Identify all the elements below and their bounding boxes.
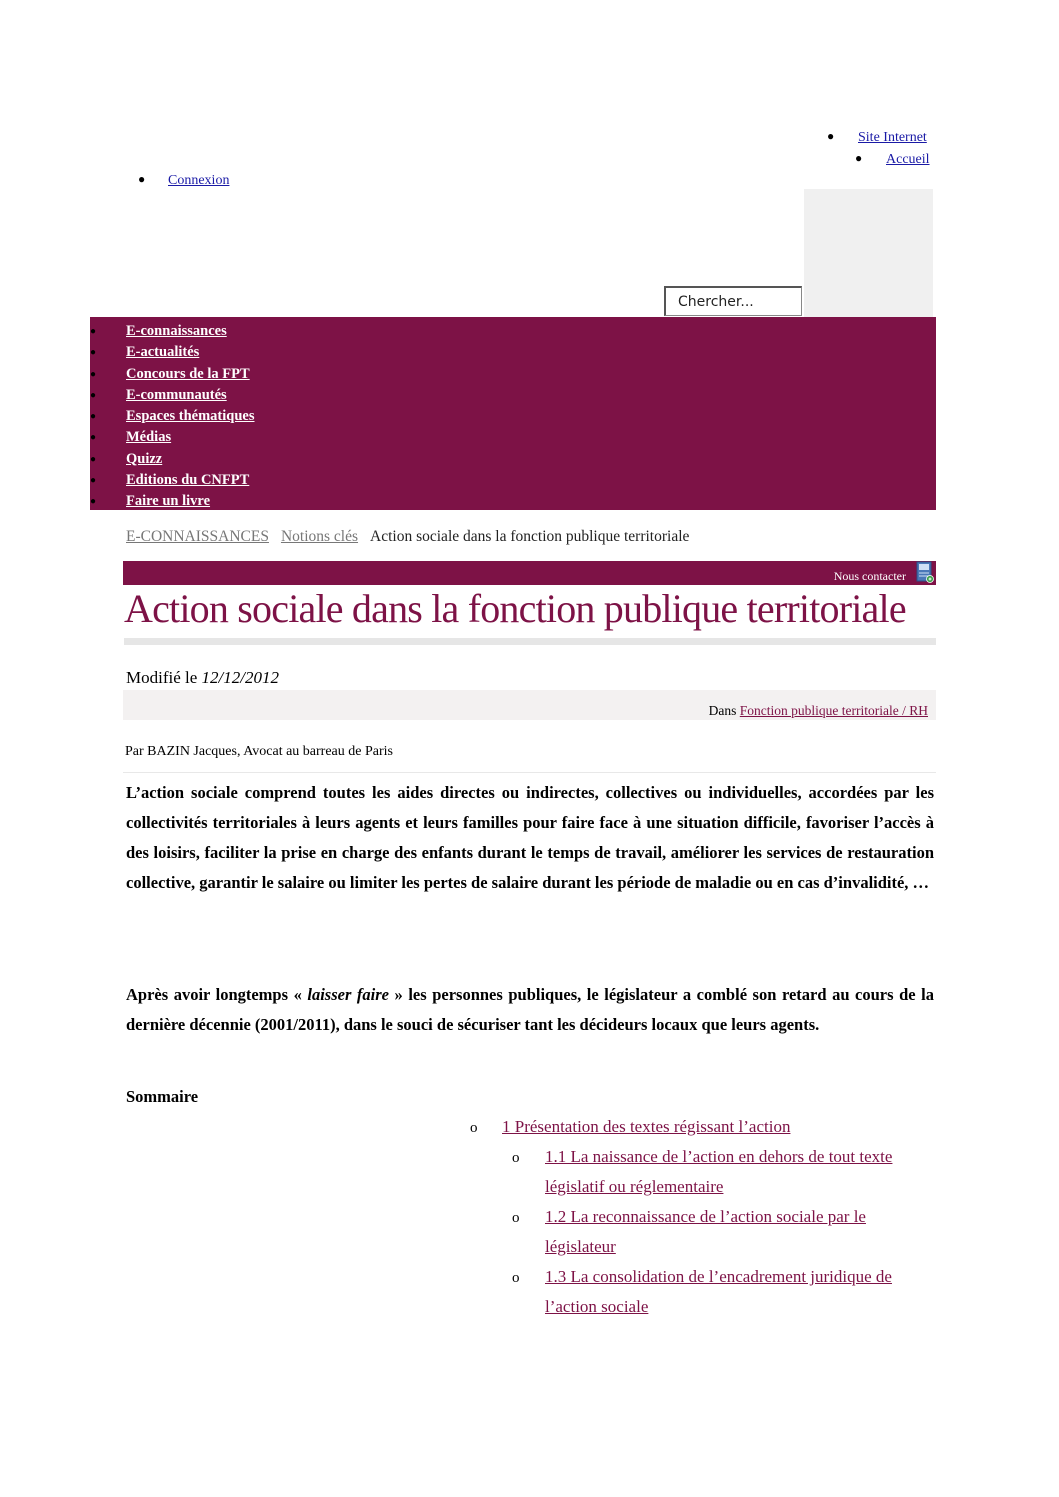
breadcrumb-e-connaissances[interactable]: E-CONNAISSANCES xyxy=(126,528,269,545)
toc-link-1-1[interactable]: 1.1 La naissance de l’action en dehors de tout texte législatif ou réglementaire xyxy=(545,1147,893,1196)
article-header-bar xyxy=(123,561,936,585)
page-title: Action sociale dans la fonction publique territoriale xyxy=(124,586,906,631)
toc-item-1-3 xyxy=(545,1262,892,1322)
category-bar xyxy=(123,690,936,720)
search-input[interactable] xyxy=(664,286,802,316)
author-divider xyxy=(123,772,936,773)
main-menu xyxy=(90,317,936,510)
modified-date: Modifié le 12/12/2012 xyxy=(126,668,279,687)
site-internet-item xyxy=(858,130,927,146)
category-link[interactable]: Fonction publique territoriale / RH xyxy=(739,703,928,718)
menu-item-espaces-thematiques: ● Espaces thématiques xyxy=(90,408,255,425)
list-bullet: ● xyxy=(855,151,863,165)
title-divider xyxy=(124,638,936,645)
second-paragraph: Après avoir longtemps « laisser faire » les personnes publiques, le législateur a comblé son retard au cours de la dernière décennie (2001/2011), dans le souci de sécuriser tant les décideurs locaux que leurs agents. xyxy=(126,985,934,1034)
accueil-link[interactable]: Accueil xyxy=(886,152,930,167)
toc-bullet: o xyxy=(512,1210,520,1226)
contact-book-icon[interactable] xyxy=(916,561,934,583)
toc-bullet: o xyxy=(470,1120,478,1136)
list-bullet: ● xyxy=(827,129,835,143)
menu-item-concours: ● Concours de la FPT xyxy=(90,365,250,382)
breadcrumb-notions-cles[interactable]: Notions clés xyxy=(280,528,359,545)
menu-item-e-actualites: ● E-actualités xyxy=(90,344,200,361)
site-internet-link[interactable]: Site Internet xyxy=(858,130,927,145)
accueil-item xyxy=(886,152,930,168)
toc-bullet: o xyxy=(512,1270,520,1286)
toc-link-1-3[interactable]: 1.3 La consolidation de l’encadrement juridique de l’action sociale xyxy=(545,1267,892,1316)
connexion-item xyxy=(168,173,229,189)
list-bullet: ● xyxy=(138,172,146,186)
summary-heading: Sommaire xyxy=(126,1087,199,1106)
menu-item-quizz: ● Quizz xyxy=(90,450,163,467)
category: Dans Fonction publique territoriale / RH xyxy=(708,703,928,718)
toc-item-1 xyxy=(502,1112,790,1142)
breadcrumb xyxy=(126,528,689,546)
menu-item-editions: ● Editions du CNFPT xyxy=(90,472,250,489)
menu-item-faire-un-livre: ● Faire un livre xyxy=(90,493,211,510)
header-banner-placeholder xyxy=(804,189,933,317)
author-line: Par BAZIN Jacques, Avocat au barreau de Paris xyxy=(125,744,393,759)
toc-bullet: o xyxy=(512,1150,520,1166)
intro-paragraph: L’action sociale comprend toutes les aides directes ou indirectes, collectives ou individuelles, accordées par les collectivités territoriales à leurs agents et leurs familles pour faire face à une situation difficile, favoriser l’accès à des loisirs, faciliter la prise en charge des enfants durant le temps de travail, améliorer les services de restauration collective, garantir le salaire ou limiter les pertes de salaire durant les période de maladie ou en cas d’invalidité, … xyxy=(126,783,934,892)
breadcrumb-current: Action sociale dans la fonction publique territoriale xyxy=(370,528,690,545)
connexion-link[interactable]: Connexion xyxy=(168,173,230,188)
menu-item-e-communautes: ● E-communautés xyxy=(90,386,227,403)
toc-item-1-1 xyxy=(545,1142,892,1202)
contact-link[interactable]: Nous contacter xyxy=(833,569,906,583)
toc-item-1-2 xyxy=(545,1202,866,1262)
menu-item-medias: ● Médias xyxy=(90,429,172,446)
toc-link-1-2[interactable]: 1.2 La reconnaissance de l’action sociale par le législateur xyxy=(545,1207,866,1256)
toc-link-1[interactable]: 1 Présentation des textes régissant l’action xyxy=(502,1117,791,1136)
modified-date-value: 12/12/2012 xyxy=(201,668,279,687)
menu-item-e-connaissances: ● E-connaissances xyxy=(90,323,227,339)
